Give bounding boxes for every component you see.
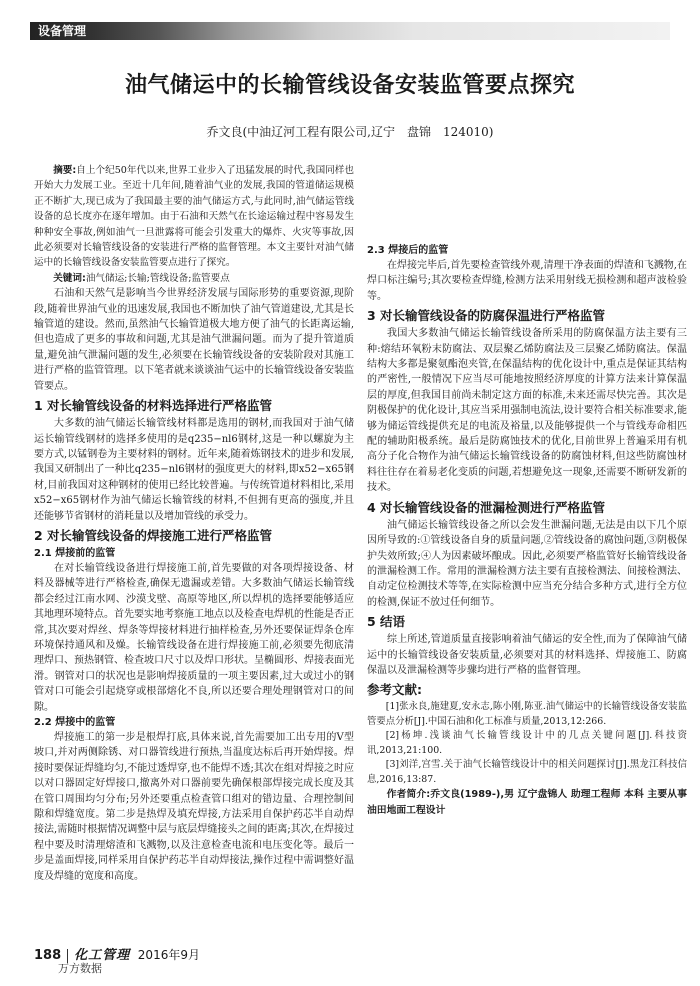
references-list	[367, 700, 687, 787]
section-5-heading: 5 结语	[367, 614, 406, 630]
author-bio-label: 作者简介:	[386, 789, 431, 801]
section-1-paragraph: 大多数的油气储运长输管线材料都是选用的钢材,而我国对于油气储运长输管线钢材的选择多使用的是q235−nl6钢材,这是一种以螺旋为主要方式,以锰钢卷为主要材料的钢材。近年来,随着炼钢技术的进步和发展,我国又研制出了一种比q235−nl6钢材的强度更大的材料,即x52−x65钢材,目前我国对这种钢材的使用已经比较普遍。与传统管道材料相比,采用x52−x65钢材作为油气储运长输管线的材料,不但拥有更高的强度,并且还能够节省钢材的消耗量以及增加管线的承受力。	[34, 418, 354, 522]
abstract-text: 自上个纪50年代以来,世界工业步入了迅猛发展的时代,我国同样也开始大力发展工业。至近十几年间,随着油气业的发展,我国的管道储运规模正不断扩大,现已成为了我国最主要的油气储运方式,与此同时,油气储运管线设备的总长度亦在逐年增加。由于石油和天然气在长途运输过程中容易发生种种安全事故,例如油气一旦泄露将可能会引发重大的爆炸、火灾等事故,因此必须要对长输管线设备的安装进行严格的监督管理。本文主要针对油气储运中的长输管线设备安装监管要点进行了探究。	[34, 165, 354, 269]
issue-date: 2016年9月	[137, 948, 200, 962]
reference-item: [1]张永良,施建夏,安永志,陈小刚,陈亚.油气储运中的长输管线设备安装监管要点分析[J].中国石油和化工标准与质量,2013,12:266.	[367, 701, 687, 727]
section-3-heading: 3 对长输管线设备的防腐保温进行严格监管	[367, 308, 606, 324]
page-number: 188	[34, 948, 62, 963]
abstract	[34, 163, 354, 271]
header-band	[30, 22, 670, 40]
section-4-paragraph: 油气储运长输管线设备之所以会发生泄漏问题,无法是由以下几个原因所导致的:①管线设备自身的质量问题,②管线设备的腐蚀问题,③阴极保护失效所致;④人为因素破坏酿成。因此,必须要严格监管好长输管线设备的泄漏检测工作。常用的泄漏检测方法主要有直接检测法、间接检测法、自动定位检测技术等等,在实际检测中应当充分结合多种方式,进行全方位的检测,保证不放过任何细节。	[367, 519, 687, 608]
section-3-paragraph: 我国大多数油气储运长输管线设备所采用的防腐保温方法主要有三种:熔结环氧粉末防腐法、双层聚乙烯防腐法及三层聚乙烯防腐法。保温结构大多都是聚氨酯泡夹管,在保温结构的优化设计中,重点是保证其结构的严密性,一般情况下应当尽可能地按照经济厚度的计算方法来计算保温层的厚度,但我国目前尚未制定这方面的标准,未来还需尽快完善。其次是阴极保护的优化设计,其应当采用强制电流法,设计要符合相关标准要求,能够为储运管线提供充足的电流及裕量,以及能够提供一个与管线寿命相匹配的辅助阳极系统。最后是防腐蚀技术的优化,目前世界上普遍采用有机高分子化合物作为油气储运长输管线设备的防腐蚀材料,但这些防腐蚀材料往往存在着易老化变质的问题,若想避免这一现象,还需要不断研发新的技术。	[367, 328, 687, 494]
left-column	[34, 163, 354, 884]
subsection-2-1-heading: 2.1 焊接前的监管	[34, 547, 116, 559]
author-bio	[367, 787, 687, 818]
reference-item: [3]刘洋,宫雪.关于油气长输管线设计中的相关问题探讨[J].黑龙江科技信息,2016,13:87.	[367, 759, 687, 785]
author-bio-text: 乔文良(1989-),男 辽宁盘锦人 助理工程师 本科 主要从事油田地面工程设计	[367, 789, 688, 816]
subsection-2-2-paragraph: 焊接施工的第一步是根焊打底,具体来说,首先需要加工出专用的V型坡口,并对两侧除锈、对口器管线进行预热,当温度达标后再开始焊接。焊接时要保证焊缝均匀,不能过透焊穿,也不能焊不透;其次在组对焊接之时应以对口器固定好焊接口,撤离外对口器前要先确保根部焊接完成长度及其在管口周围均匀分布;另外还要重点检查管口组对的错边量、合理控制间隙和焊缝宽度。第二步是热焊及填充焊接,方法采用自保护药芯半自动焊接法,需随时根据情况调整中层与底层焊缝接头之间的距离;其次,在焊接过程中要及时清理熔渣和飞溅物,以及注意检查电流和电压变化等。最后一步是盖面焊接,同样采用自保护药芯半自动焊接法,操作过程中需调整好温度及焊缝的宽度和高度。	[34, 732, 354, 882]
subsection-2-2-heading: 2.2 焊接中的监管	[34, 717, 116, 728]
keywords-label: 关键词:	[53, 272, 86, 284]
reference-item: [2]杨坤.浅谈油气长输管线设计中的几点关键问题[J].科技资讯,2013,21:100.	[367, 730, 687, 756]
watermark: 万方数据	[58, 962, 102, 975]
keywords-text: 油气储运;长输;管线设备;监管要点	[85, 272, 230, 284]
article-title: 油气储运中的长输管线设备安装监管要点探究	[124, 73, 575, 98]
intro-paragraph: 石油和天然气是影响当今世界经济发展与国际形势的重要资源,现阶段,随着世界油气业的迅速发展,我国也不断加快了油气管道建设,尤其是长输管道的建设。然而,虽然油气长输管道极大地方便了油气的长距离运输,但也造成了更多的事故和问题,尤其是油气泄漏问题。而为了提升管道质量,避免油气泄漏问题的发生,必须要在长输管线设备的安装阶段对其施工进行严格的监管管理。以下笔者就来谈谈油气运中的长输管线设备安装监管要点。	[34, 288, 354, 392]
section-1-heading: 1 对长输管线设备的材料选择进行严格监管	[34, 398, 273, 414]
right-column	[367, 163, 687, 818]
subsection-2-3-heading: 2.3 焊接后的监管	[367, 245, 449, 256]
keywords	[34, 271, 354, 286]
references-heading: 参考文献:	[367, 682, 422, 698]
subsection-2-3-paragraph: 在焊接完毕后,首先要检查管线外观,清理干净表面的焊渣和飞溅物,在焊口标注编号;其次要检查焊缝,检测方法采用射线无损检测和超声波检验等。	[367, 260, 687, 302]
section-5-paragraph: 综上所述,管道质量直接影响着油气储运的安全性,而为了保障油气储运中的长输管线设备安装质量,必须要对其的材料选择、焊接施工、防腐保温以及泄漏检测等步骤均进行严格的监督管理。	[367, 634, 687, 676]
section-4-heading: 4 对长输管线设备的泄漏检测进行严格监管	[367, 499, 606, 515]
author-line: 乔文良(中油辽河工程有限公司,辽宁 盘锦 124010)	[206, 125, 494, 139]
magazine-name: 化工管理	[74, 948, 131, 963]
abstract-label: 摘要:	[53, 165, 77, 176]
section-tag: 设备管理	[38, 24, 87, 38]
section-2-heading: 2 对长输管线设备的焊接施工进行严格监管	[34, 527, 273, 543]
subsection-2-1-paragraph: 在对长输管线设备进行焊接施工前,首先要做的对各项焊接设备、材料及器械等进行严格检查,确保无遗漏或差错。大多数油气储运长输管线都会经过江南水网、沙漠戈壁、高原等地区,所以焊机的选择要能够适应其地理环境特点。首先要实地考察施工地点以及检查电焊机的性能是否正常,其次要对焊丝、焊条等焊接材料进行抽样检查,另外还要保证焊条仓库环境保持通风和及燥。长输管线设备在进行焊接施工前,必须要先彻底清理焊口、预热钢管、检查坡口尺寸以及焊口形状。呈椭圆形、焊接表面光滑。钢管对口的状况也是影响焊接质量的一项主要因素,过大或过小的钢管对口可能会引起烧穿或根部熔化不良,所以还要合理处理钢管对口的间隙。	[34, 562, 354, 713]
